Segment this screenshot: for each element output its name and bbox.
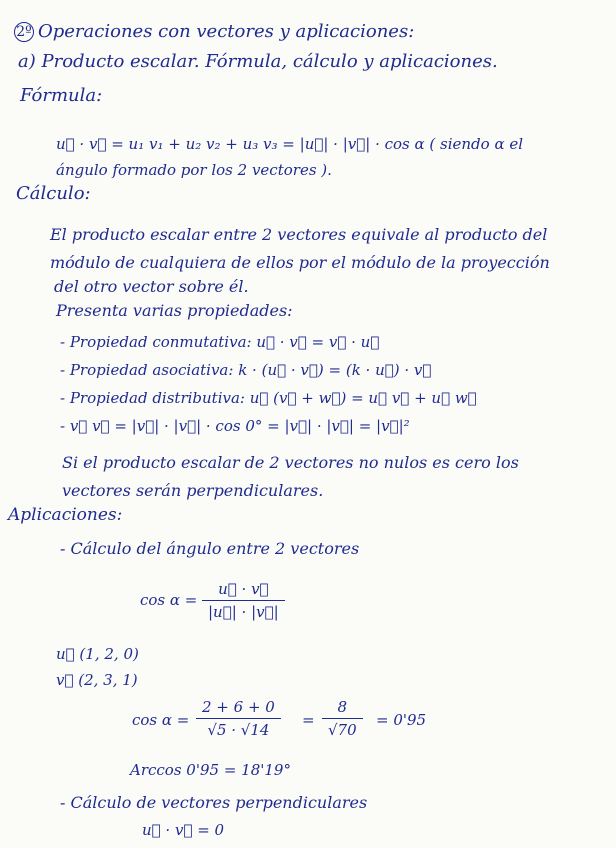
formula-heading: Fórmula:	[20, 85, 103, 106]
cos-calc-numerator: 2 + 6 + 0	[196, 698, 281, 719]
cos-formula-denominator: |u⃗| · |v⃗|	[208, 603, 279, 621]
cos-calc-result: = 0'95	[376, 711, 427, 729]
vector-v: v⃗ (2, 3, 1)	[56, 671, 138, 689]
cos-calc-simplified-numerator: 8	[322, 698, 363, 719]
cos-calc-equals: =	[302, 711, 315, 729]
property-commutative: - Propiedad conmutativa: u⃗ · v⃗ = v⃗ · u⃗	[60, 333, 380, 351]
perpendicular-note-line-2: vectores serán perpendiculares.	[62, 481, 324, 500]
cos-calc-label: cos α =	[132, 711, 190, 729]
properties-intro: Presenta varias propiedades:	[56, 301, 293, 320]
cos-formula-fraction	[202, 580, 285, 621]
calculo-paragraph-line-3: del otro vector sobre él.	[54, 277, 249, 296]
property-associative: - Propiedad asociativa: k · (u⃗ · v⃗) = (k · u⃗) · v⃗	[60, 361, 432, 379]
section-number-badge: 2º	[14, 22, 34, 42]
vector-u: u⃗ (1, 2, 0)	[56, 645, 139, 663]
arccos-result: Arccos 0'95 = 18'19°	[130, 761, 291, 779]
cos-formula-label: cos α =	[140, 591, 198, 609]
cos-calc-simplified-fraction	[322, 698, 363, 739]
application-angle-item: - Cálculo del ángulo entre 2 vectores	[60, 539, 360, 558]
calculo-paragraph-line-1: El producto escalar entre 2 vectores equivale al producto del	[50, 225, 548, 244]
perpendicular-note-line-1: Si el producto escalar de 2 vectores no nulos es cero los	[62, 453, 519, 472]
header-title: Operaciones con vectores y aplicaciones:	[38, 21, 415, 42]
cos-calc-fraction	[196, 698, 281, 739]
formula-line-1: u⃗ · v⃗ = u₁ v₁ + u₂ v₂ + u₃ v₃ = |u⃗| · |v⃗| · cos α ( siendo α el	[56, 135, 524, 153]
perpendicular-condition: u⃗ · v⃗ = 0	[142, 821, 225, 839]
formula-line-2: ángulo formado por los 2 vectores ).	[56, 161, 332, 179]
calculo-heading: Cálculo:	[16, 183, 91, 204]
aplicaciones-heading: Aplicaciones:	[8, 505, 123, 525]
application-perpendicular-item: - Cálculo de vectores perpendiculares	[60, 793, 368, 812]
header-title-line	[14, 22, 414, 42]
cos-formula-numerator: u⃗ · v⃗	[202, 580, 285, 601]
cos-calc-denominator: √5 · √14	[207, 721, 270, 739]
property-distributive: - Propiedad distributiva: u⃗ (v⃗ + w⃗) = u⃗ v⃗ + u⃗ w⃗	[60, 389, 477, 407]
cos-calc-simplified-denominator: √70	[328, 721, 357, 739]
header-subtitle: a) Producto escalar. Fórmula, cálculo y aplicaciones.	[18, 51, 498, 72]
calculo-paragraph-line-2: módulo de cualquiera de ellos por el módulo de la proyección	[50, 253, 550, 272]
property-module: - v⃗ v⃗ = |v⃗| · |v⃗| · cos 0° = |v⃗| · |v⃗| = |v⃗|²	[60, 417, 410, 435]
